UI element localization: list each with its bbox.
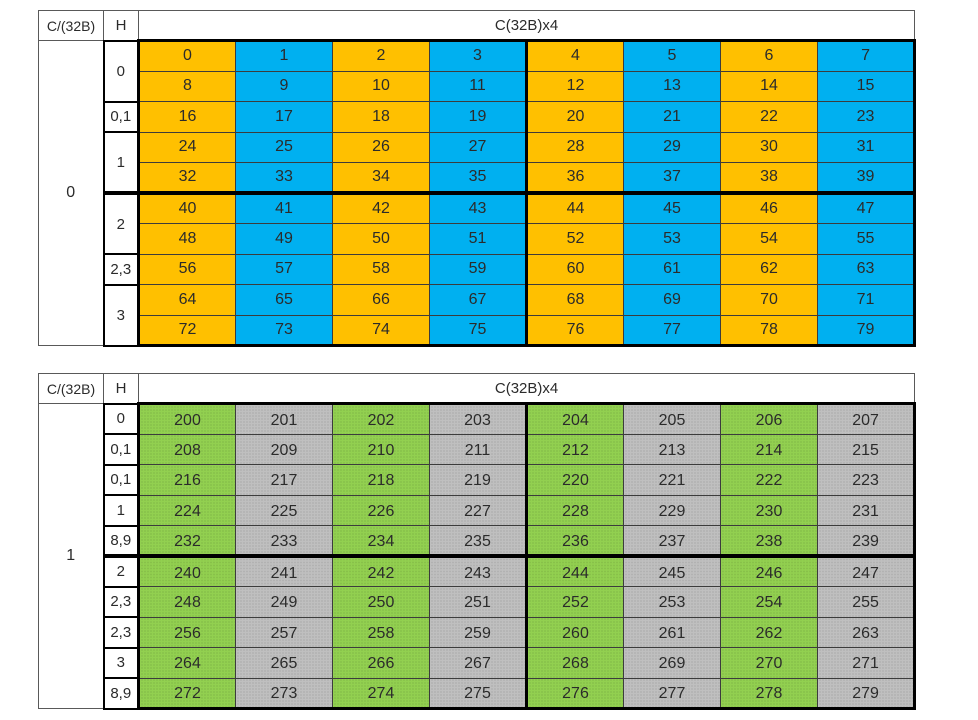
data-cell: 251 bbox=[430, 587, 527, 618]
data-cell: 27 bbox=[430, 132, 527, 163]
h-value: 2,3 bbox=[104, 254, 139, 285]
data-cell: 278 bbox=[721, 678, 818, 709]
data-cell: 49 bbox=[236, 224, 333, 255]
header-row bbox=[39, 11, 915, 41]
header-row bbox=[39, 374, 915, 404]
data-cell: 0 bbox=[139, 41, 236, 72]
table-row bbox=[39, 285, 915, 316]
data-cell: 60 bbox=[527, 254, 624, 285]
data-cell: 73 bbox=[236, 315, 333, 346]
table-row bbox=[39, 102, 915, 133]
data-cell: 209 bbox=[236, 434, 333, 465]
data-cell: 66 bbox=[333, 285, 430, 316]
data-cell: 265 bbox=[236, 648, 333, 679]
h-value: 0,1 bbox=[104, 434, 139, 465]
data-cell: 263 bbox=[818, 617, 915, 648]
h-value: 3 bbox=[104, 648, 139, 679]
data-cell: 16 bbox=[139, 102, 236, 133]
data-cell: 63 bbox=[818, 254, 915, 285]
data-cell: 240 bbox=[139, 556, 236, 587]
h-value: 2 bbox=[104, 193, 139, 254]
data-cell: 271 bbox=[818, 648, 915, 679]
data-cell: 239 bbox=[818, 526, 915, 557]
data-cell: 255 bbox=[818, 587, 915, 618]
span-header: C(32B)x4 bbox=[139, 374, 915, 404]
table-row bbox=[39, 404, 915, 435]
data-cell: 204 bbox=[527, 404, 624, 435]
data-cell: 275 bbox=[430, 678, 527, 709]
data-cell: 74 bbox=[333, 315, 430, 346]
data-cell: 276 bbox=[527, 678, 624, 709]
h-value: 1 bbox=[104, 495, 139, 526]
data-cell: 78 bbox=[721, 315, 818, 346]
data-cell: 270 bbox=[721, 648, 818, 679]
data-cell: 59 bbox=[430, 254, 527, 285]
mapping-table-top bbox=[38, 10, 916, 347]
data-cell: 17 bbox=[236, 102, 333, 133]
table-row bbox=[39, 315, 915, 346]
data-cell: 23 bbox=[818, 102, 915, 133]
data-cell: 41 bbox=[236, 193, 333, 224]
data-cell: 235 bbox=[430, 526, 527, 557]
data-cell: 252 bbox=[527, 587, 624, 618]
data-cell: 213 bbox=[624, 434, 721, 465]
h-value: 0 bbox=[104, 41, 139, 102]
data-cell: 57 bbox=[236, 254, 333, 285]
data-cell: 26 bbox=[333, 132, 430, 163]
table-row bbox=[39, 434, 915, 465]
data-cell: 225 bbox=[236, 495, 333, 526]
data-cell: 6 bbox=[721, 41, 818, 72]
data-cell: 227 bbox=[430, 495, 527, 526]
data-cell: 8 bbox=[139, 71, 236, 102]
data-cell: 40 bbox=[139, 193, 236, 224]
data-cell: 21 bbox=[624, 102, 721, 133]
data-cell: 65 bbox=[236, 285, 333, 316]
table-row bbox=[39, 465, 915, 496]
row-group-label: 1 bbox=[39, 404, 104, 709]
data-cell: 233 bbox=[236, 526, 333, 557]
data-cell: 11 bbox=[430, 71, 527, 102]
data-cell: 268 bbox=[527, 648, 624, 679]
h-value: 0,1 bbox=[104, 465, 139, 496]
h-value: 2 bbox=[104, 556, 139, 587]
data-cell: 253 bbox=[624, 587, 721, 618]
data-cell: 258 bbox=[333, 617, 430, 648]
data-cell: 64 bbox=[139, 285, 236, 316]
data-cell: 238 bbox=[721, 526, 818, 557]
data-cell: 237 bbox=[624, 526, 721, 557]
table-row bbox=[39, 254, 915, 285]
table-row bbox=[39, 556, 915, 587]
data-cell: 36 bbox=[527, 163, 624, 194]
data-cell: 279 bbox=[818, 678, 915, 709]
table-row bbox=[39, 526, 915, 557]
data-cell: 207 bbox=[818, 404, 915, 435]
data-cell: 53 bbox=[624, 224, 721, 255]
data-cell: 35 bbox=[430, 163, 527, 194]
data-cell: 269 bbox=[624, 648, 721, 679]
data-cell: 211 bbox=[430, 434, 527, 465]
data-cell: 33 bbox=[236, 163, 333, 194]
mapping-table-bottom bbox=[38, 373, 916, 710]
data-cell: 246 bbox=[721, 556, 818, 587]
row-group-label: 0 bbox=[39, 41, 104, 346]
data-cell: 34 bbox=[333, 163, 430, 194]
data-cell: 24 bbox=[139, 132, 236, 163]
data-cell: 37 bbox=[624, 163, 721, 194]
data-cell: 75 bbox=[430, 315, 527, 346]
data-cell: 223 bbox=[818, 465, 915, 496]
block-map-table-0 bbox=[38, 10, 916, 347]
table-0-body bbox=[39, 11, 915, 346]
data-cell: 256 bbox=[139, 617, 236, 648]
data-cell: 38 bbox=[721, 163, 818, 194]
data-cell: 5 bbox=[624, 41, 721, 72]
data-cell: 61 bbox=[624, 254, 721, 285]
data-cell: 202 bbox=[333, 404, 430, 435]
data-cell: 272 bbox=[139, 678, 236, 709]
data-cell: 79 bbox=[818, 315, 915, 346]
data-cell: 203 bbox=[430, 404, 527, 435]
data-cell: 221 bbox=[624, 465, 721, 496]
data-cell: 201 bbox=[236, 404, 333, 435]
data-cell: 244 bbox=[527, 556, 624, 587]
data-cell: 259 bbox=[430, 617, 527, 648]
data-cell: 274 bbox=[333, 678, 430, 709]
h-column-header: H bbox=[104, 11, 139, 41]
data-cell: 51 bbox=[430, 224, 527, 255]
data-cell: 43 bbox=[430, 193, 527, 224]
data-cell: 52 bbox=[527, 224, 624, 255]
data-cell: 254 bbox=[721, 587, 818, 618]
data-cell: 216 bbox=[139, 465, 236, 496]
data-cell: 76 bbox=[527, 315, 624, 346]
data-cell: 262 bbox=[721, 617, 818, 648]
data-cell: 230 bbox=[721, 495, 818, 526]
table-1-body bbox=[39, 374, 915, 709]
data-cell: 44 bbox=[527, 193, 624, 224]
data-cell: 29 bbox=[624, 132, 721, 163]
h-value: 0 bbox=[104, 404, 139, 435]
data-cell: 208 bbox=[139, 434, 236, 465]
data-cell: 12 bbox=[527, 71, 624, 102]
data-cell: 226 bbox=[333, 495, 430, 526]
data-cell: 224 bbox=[139, 495, 236, 526]
data-cell: 241 bbox=[236, 556, 333, 587]
data-cell: 10 bbox=[333, 71, 430, 102]
data-cell: 62 bbox=[721, 254, 818, 285]
data-cell: 67 bbox=[430, 285, 527, 316]
data-cell: 20 bbox=[527, 102, 624, 133]
h-value: 0,1 bbox=[104, 102, 139, 133]
data-cell: 50 bbox=[333, 224, 430, 255]
data-cell: 217 bbox=[236, 465, 333, 496]
data-cell: 30 bbox=[721, 132, 818, 163]
data-cell: 200 bbox=[139, 404, 236, 435]
data-cell: 210 bbox=[333, 434, 430, 465]
data-cell: 48 bbox=[139, 224, 236, 255]
data-cell: 7 bbox=[818, 41, 915, 72]
data-cell: 15 bbox=[818, 71, 915, 102]
data-cell: 261 bbox=[624, 617, 721, 648]
data-cell: 273 bbox=[236, 678, 333, 709]
table-row bbox=[39, 495, 915, 526]
data-cell: 220 bbox=[527, 465, 624, 496]
data-cell: 228 bbox=[527, 495, 624, 526]
h-value: 8,9 bbox=[104, 678, 139, 709]
data-cell: 249 bbox=[236, 587, 333, 618]
data-cell: 219 bbox=[430, 465, 527, 496]
data-cell: 55 bbox=[818, 224, 915, 255]
data-cell: 277 bbox=[624, 678, 721, 709]
data-cell: 243 bbox=[430, 556, 527, 587]
h-value: 1 bbox=[104, 132, 139, 193]
table-row bbox=[39, 224, 915, 255]
data-cell: 18 bbox=[333, 102, 430, 133]
data-cell: 2 bbox=[333, 41, 430, 72]
data-cell: 218 bbox=[333, 465, 430, 496]
data-cell: 22 bbox=[721, 102, 818, 133]
table-row bbox=[39, 648, 915, 679]
data-cell: 214 bbox=[721, 434, 818, 465]
data-cell: 3 bbox=[430, 41, 527, 72]
data-cell: 42 bbox=[333, 193, 430, 224]
data-cell: 245 bbox=[624, 556, 721, 587]
data-cell: 206 bbox=[721, 404, 818, 435]
data-cell: 236 bbox=[527, 526, 624, 557]
data-cell: 266 bbox=[333, 648, 430, 679]
data-cell: 212 bbox=[527, 434, 624, 465]
data-cell: 54 bbox=[721, 224, 818, 255]
data-cell: 56 bbox=[139, 254, 236, 285]
h-column-header: H bbox=[104, 374, 139, 404]
data-cell: 242 bbox=[333, 556, 430, 587]
data-cell: 68 bbox=[527, 285, 624, 316]
data-cell: 267 bbox=[430, 648, 527, 679]
data-cell: 229 bbox=[624, 495, 721, 526]
table-row bbox=[39, 617, 915, 648]
data-cell: 260 bbox=[527, 617, 624, 648]
table-row bbox=[39, 41, 915, 72]
data-cell: 234 bbox=[333, 526, 430, 557]
table-row bbox=[39, 587, 915, 618]
data-cell: 71 bbox=[818, 285, 915, 316]
data-cell: 19 bbox=[430, 102, 527, 133]
data-cell: 77 bbox=[624, 315, 721, 346]
data-cell: 14 bbox=[721, 71, 818, 102]
table-row bbox=[39, 132, 915, 163]
data-cell: 4 bbox=[527, 41, 624, 72]
data-cell: 1 bbox=[236, 41, 333, 72]
data-cell: 46 bbox=[721, 193, 818, 224]
data-cell: 72 bbox=[139, 315, 236, 346]
data-cell: 25 bbox=[236, 132, 333, 163]
h-value: 2,3 bbox=[104, 617, 139, 648]
span-header: C(32B)x4 bbox=[139, 11, 915, 41]
data-cell: 222 bbox=[721, 465, 818, 496]
table-row bbox=[39, 71, 915, 102]
table-row bbox=[39, 193, 915, 224]
h-value: 2,3 bbox=[104, 587, 139, 618]
block-map-table-1 bbox=[38, 373, 916, 710]
data-cell: 45 bbox=[624, 193, 721, 224]
data-cell: 205 bbox=[624, 404, 721, 435]
corner-header: C/(32B) bbox=[39, 11, 104, 41]
data-cell: 13 bbox=[624, 71, 721, 102]
data-cell: 69 bbox=[624, 285, 721, 316]
data-cell: 257 bbox=[236, 617, 333, 648]
data-cell: 248 bbox=[139, 587, 236, 618]
data-cell: 32 bbox=[139, 163, 236, 194]
data-cell: 31 bbox=[818, 132, 915, 163]
corner-header: C/(32B) bbox=[39, 374, 104, 404]
data-cell: 47 bbox=[818, 193, 915, 224]
data-cell: 232 bbox=[139, 526, 236, 557]
data-cell: 231 bbox=[818, 495, 915, 526]
data-cell: 264 bbox=[139, 648, 236, 679]
data-cell: 9 bbox=[236, 71, 333, 102]
data-cell: 215 bbox=[818, 434, 915, 465]
table-row bbox=[39, 678, 915, 709]
h-value: 3 bbox=[104, 285, 139, 346]
data-cell: 39 bbox=[818, 163, 915, 194]
h-value: 8,9 bbox=[104, 526, 139, 557]
data-cell: 250 bbox=[333, 587, 430, 618]
data-cell: 247 bbox=[818, 556, 915, 587]
table-row bbox=[39, 163, 915, 194]
data-cell: 70 bbox=[721, 285, 818, 316]
data-cell: 28 bbox=[527, 132, 624, 163]
data-cell: 58 bbox=[333, 254, 430, 285]
